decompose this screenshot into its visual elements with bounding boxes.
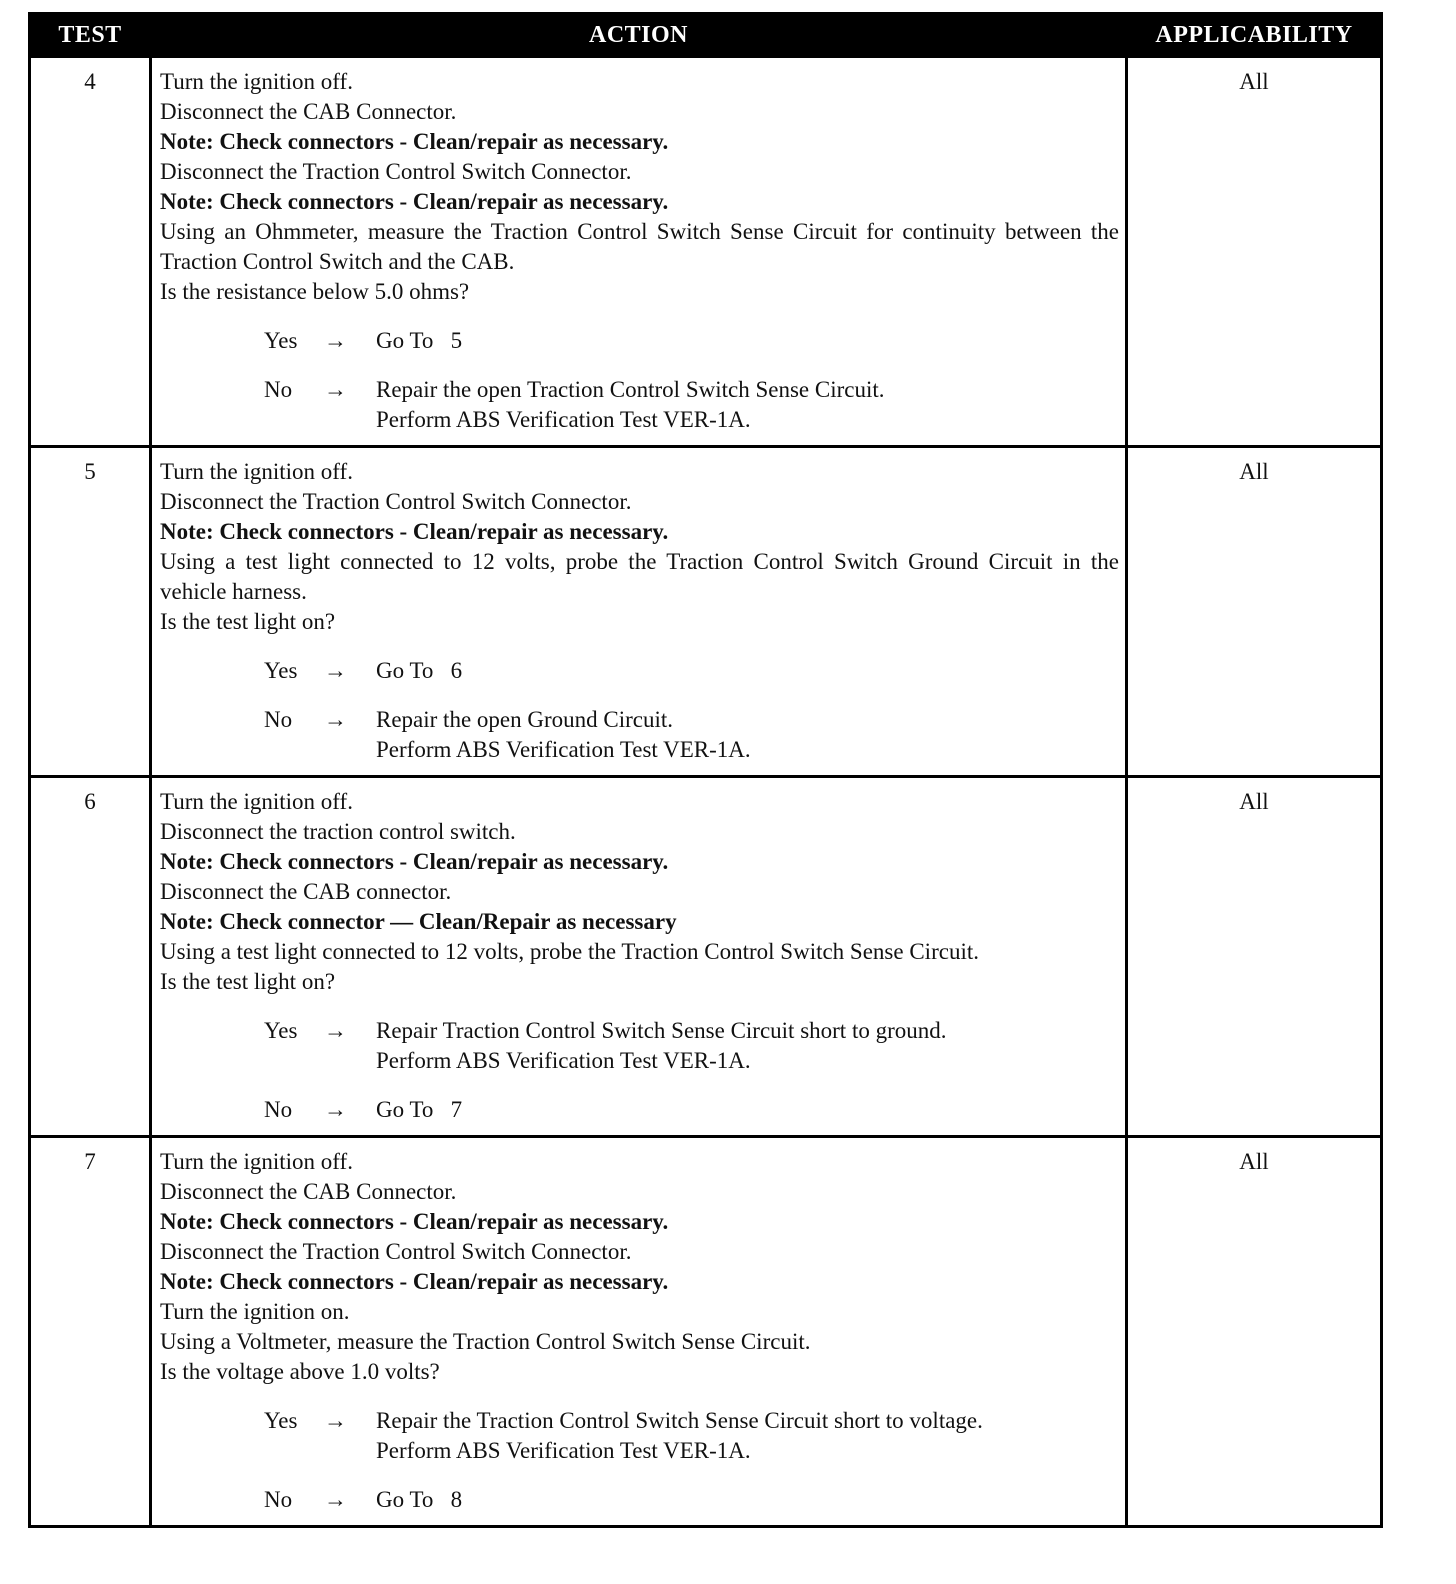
action-step: Turn the ignition off. <box>160 789 353 814</box>
result-branch <box>160 1406 1119 1466</box>
action-step: Turn the ignition off. <box>160 69 353 94</box>
action-cell <box>151 447 1127 777</box>
arrow-icon: → <box>324 328 347 353</box>
table-row <box>30 447 1382 777</box>
action-step: Is the test light on? <box>160 969 336 994</box>
action-step: Using a test light connected to 12 volts, probe the Traction Control Switch Ground Circuit in the vehicle harness. <box>160 549 1119 604</box>
result-text-line: Repair the Traction Control Switch Sense Circuit short to voltage. <box>376 1408 983 1433</box>
action-step: Disconnect the CAB Connector. <box>160 99 457 124</box>
table-row <box>30 777 1382 1137</box>
result-branch <box>160 1095 1119 1125</box>
action-step: Disconnect the CAB Connector. <box>160 1179 457 1204</box>
result-text-line: Go To 8 <box>376 1487 463 1512</box>
note-line: Note: Check connector — Clean/Repair as necessary <box>160 909 677 934</box>
applicability-value: All <box>1127 447 1382 777</box>
result-answer: No <box>264 1097 293 1122</box>
result-answer: Yes <box>264 328 298 353</box>
result-text <box>376 375 1119 435</box>
action-step: Turn the ignition on. <box>160 1299 350 1324</box>
note-line: Note: Check connectors - Clean/repair as necessary. <box>160 1269 669 1294</box>
arrow-icon: → <box>324 707 347 732</box>
result-text <box>376 326 1119 356</box>
note-line: Note: Check connectors - Clean/repair as necessary. <box>160 189 669 214</box>
header-applicability: APPLICABILITY <box>1127 14 1382 57</box>
result-branch <box>160 326 1119 356</box>
result-answer: No <box>264 1487 293 1512</box>
test-number: 6 <box>30 777 151 1137</box>
table-row <box>30 1137 1382 1527</box>
result-answer: No <box>264 377 293 402</box>
diagnostic-test-table <box>28 12 1383 1528</box>
action-step: Using an Ohmmeter, measure the Traction Control Switch Sense Circuit for continuity between the Traction Control Switch and the CAB. <box>160 219 1119 274</box>
result-answer: Yes <box>264 658 298 683</box>
note-line: Note: Check connectors - Clean/repair as necessary. <box>160 1209 669 1234</box>
applicability-value: All <box>1127 1137 1382 1527</box>
result-text-line: Repair the open Traction Control Switch Sense Circuit. <box>376 377 885 402</box>
result-text-line: Go To 6 <box>376 658 463 683</box>
arrow-icon: → <box>324 1097 347 1122</box>
result-text <box>376 705 1119 765</box>
action-cell <box>151 1137 1127 1527</box>
result-text-line: Repair the open Ground Circuit. <box>376 707 674 732</box>
test-number: 5 <box>30 447 151 777</box>
table-header <box>30 14 1382 57</box>
action-cell <box>151 57 1127 447</box>
action-step: Using a test light connected to 12 volts, probe the Traction Control Switch Sense Circuit. <box>160 939 979 964</box>
arrow-icon: → <box>324 1408 347 1433</box>
action-cell <box>151 777 1127 1137</box>
result-branch <box>160 656 1119 686</box>
arrow-icon: → <box>324 1018 347 1043</box>
action-step: Disconnect the Traction Control Switch Connector. <box>160 1239 632 1264</box>
arrow-icon: → <box>324 1487 347 1512</box>
result-text-line: Perform ABS Verification Test VER-1A. <box>376 1438 751 1463</box>
action-step: Is the resistance below 5.0 ohms? <box>160 279 470 304</box>
result-branch <box>160 705 1119 765</box>
arrow-icon: → <box>324 658 347 683</box>
action-step: Using a Voltmeter, measure the Traction Control Switch Sense Circuit. <box>160 1329 811 1354</box>
result-branch <box>160 1485 1119 1515</box>
applicability-value: All <box>1127 777 1382 1137</box>
note-line: Note: Check connectors - Clean/repair as necessary. <box>160 129 669 154</box>
result-text <box>376 1485 1119 1515</box>
result-text <box>376 656 1119 686</box>
action-step: Is the test light on? <box>160 609 336 634</box>
action-step: Disconnect the CAB connector. <box>160 879 452 904</box>
action-step: Disconnect the Traction Control Switch Connector. <box>160 489 632 514</box>
test-number: 4 <box>30 57 151 447</box>
note-line: Note: Check connectors - Clean/repair as necessary. <box>160 849 669 874</box>
result-text-line: Go To 7 <box>376 1097 463 1122</box>
result-text <box>376 1016 1119 1076</box>
applicability-value: All <box>1127 57 1382 447</box>
header-row <box>30 14 1382 57</box>
note-line: Note: Check connectors - Clean/repair as necessary. <box>160 519 669 544</box>
header-action: ACTION <box>151 14 1127 57</box>
table-row <box>30 57 1382 447</box>
result-answer: Yes <box>264 1018 298 1043</box>
arrow-icon: → <box>324 377 347 402</box>
result-text-line: Perform ABS Verification Test VER-1A. <box>376 737 751 762</box>
result-text <box>376 1406 1119 1466</box>
result-branch <box>160 375 1119 435</box>
action-step: Is the voltage above 1.0 volts? <box>160 1359 440 1384</box>
result-text-line: Go To 5 <box>376 328 463 353</box>
result-text-line: Perform ABS Verification Test VER-1A. <box>376 1048 751 1073</box>
result-text <box>376 1095 1119 1125</box>
result-text-line: Repair Traction Control Switch Sense Circuit short to ground. <box>376 1018 947 1043</box>
result-text-line: Perform ABS Verification Test VER-1A. <box>376 407 751 432</box>
result-answer: No <box>264 707 293 732</box>
action-step: Disconnect the Traction Control Switch Connector. <box>160 159 632 184</box>
test-number: 7 <box>30 1137 151 1527</box>
action-step: Disconnect the traction control switch. <box>160 819 516 844</box>
header-test: TEST <box>30 14 151 57</box>
table-body <box>30 57 1382 1527</box>
action-step: Turn the ignition off. <box>160 459 353 484</box>
action-step: Turn the ignition off. <box>160 1149 353 1174</box>
result-answer: Yes <box>264 1408 298 1433</box>
result-branch <box>160 1016 1119 1076</box>
